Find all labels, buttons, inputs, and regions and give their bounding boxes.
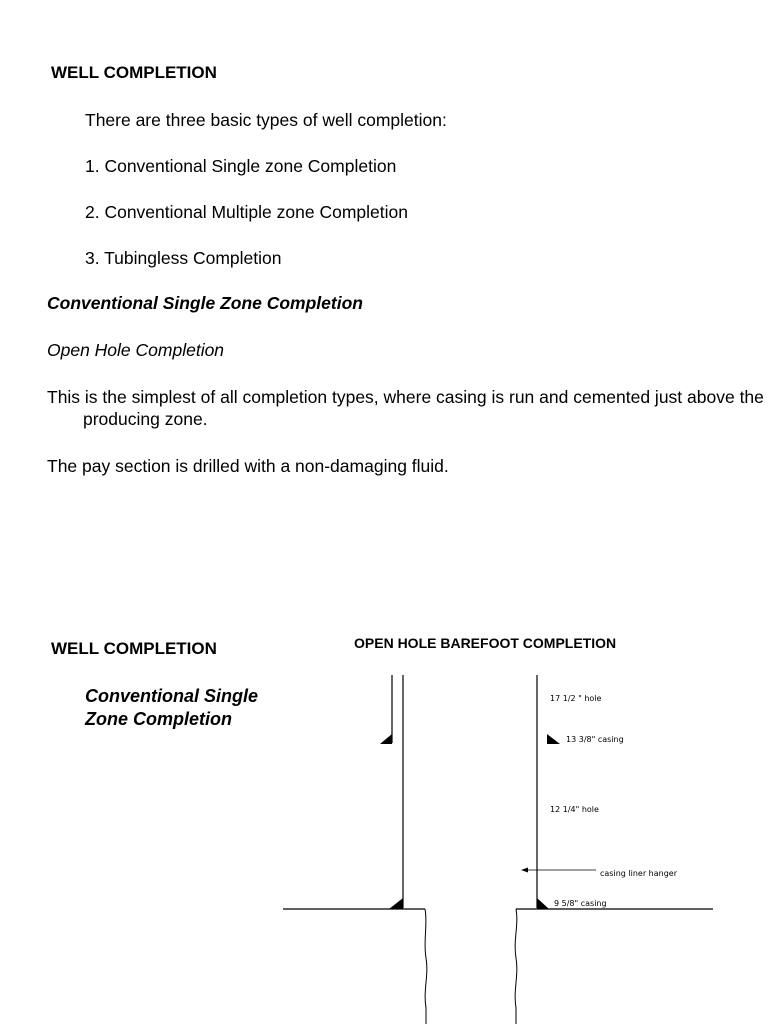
label-12-hole: 12 1/4" hole	[550, 805, 599, 814]
diagram-title: OPEN HOLE BAREFOOT COMPLETION	[354, 635, 617, 651]
label-13-casing: 13 3/8" casing	[566, 735, 624, 744]
casing-shoe	[547, 734, 560, 744]
left-wellbore	[380, 675, 403, 909]
list-item: 1. Conventional Single zone Completion	[85, 156, 397, 176]
subheading-line: Conventional Single	[85, 686, 259, 706]
list-item: 3. Tubingless Completion	[85, 248, 282, 268]
section-subheading: Conventional Single Zone Completion	[47, 293, 363, 313]
page-title: WELL COMPLETION	[51, 63, 217, 82]
section-subsubheading: Open Hole Completion	[47, 340, 225, 360]
liner-hanger-arrow	[521, 868, 596, 873]
casing-shoe	[380, 734, 392, 744]
right-wellbore	[537, 675, 560, 909]
open-hole-wall	[425, 909, 427, 1024]
label-liner-hanger: casing liner hanger	[600, 869, 677, 878]
label-9-casing: 9 5/8" casing	[554, 899, 607, 908]
subheading-line: Zone Completion	[85, 709, 232, 729]
casing-shoe	[389, 898, 403, 909]
open-hole-wall	[515, 909, 517, 1024]
paragraph: The pay section is drilled with a non-damaging fluid.	[47, 456, 449, 476]
list-item: 2. Conventional Multiple zone Completion	[85, 202, 408, 222]
paragraph: This is the simplest of all completion types, where casing is run and cemented just above the producing zone.	[47, 387, 764, 429]
intro-text: There are three basic types of well completion:	[85, 110, 447, 130]
casing-shoe	[537, 898, 549, 909]
label-17-hole: 17 1/2 " hole	[550, 694, 602, 703]
section-title: WELL COMPLETION	[51, 639, 217, 658]
